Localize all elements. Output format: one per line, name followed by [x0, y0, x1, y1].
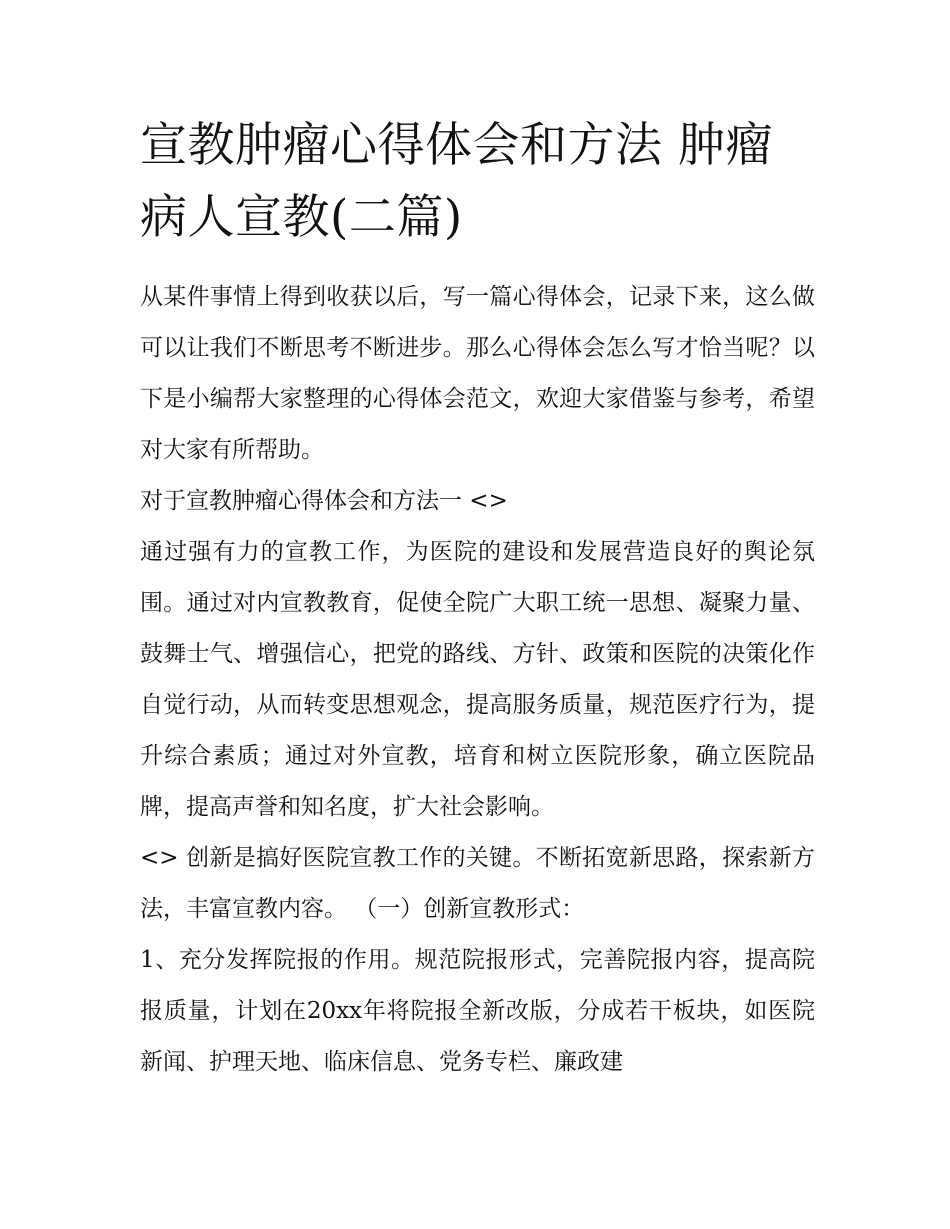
intro-paragraph: 从某件事情上得到收获以后，写一篇心得体会，记录下来，这么做可以让我们不断思考不断进步。那么心得体会怎么写才恰当呢？以下是小编帮大家整理的心得体会范文，欢迎大家借鉴与参考，希望对大家有所帮助。	[140, 284, 815, 463]
list-item-paragraph: 1、充分发挥院报的作用。规范院报形式，完善院报内容，提高院报质量，计划在20xx年将院报全新改版，分成若干板块，如医院新闻、护理天地、临床信息、党务专栏、廉政建	[140, 947, 815, 1075]
document-title: 宣教肿瘤心得体会和方法 肿瘤病人宣教(二篇)	[140, 118, 773, 245]
body-paragraph: <> 创新是搞好医院宣教工作的关键。不断拓宽新思路，探索新方法，丰富宣教内容。 （一）创新宣教形式：	[140, 845, 815, 922]
document-page	[140, 110, 815, 1088]
body-paragraph: 通过强有力的宣教工作，为医院的建设和发展营造良好的舆论氛围。通过对内宣教教育，促使全院广大职工统一思想、凝聚力量、鼓舞士气、增强信心，把党的路线、方针、政策和医院的决策化作自觉行动，从而转变思想观念，提高服务质量，规范医疗行为，提升综合素质；通过对外宣教，培育和树立医院形象，确立医院品牌，提高声誉和知名度，扩大社会影响。	[140, 539, 815, 820]
section-heading: 对于宣教肿瘤心得体会和方法一 <>	[140, 488, 508, 514]
